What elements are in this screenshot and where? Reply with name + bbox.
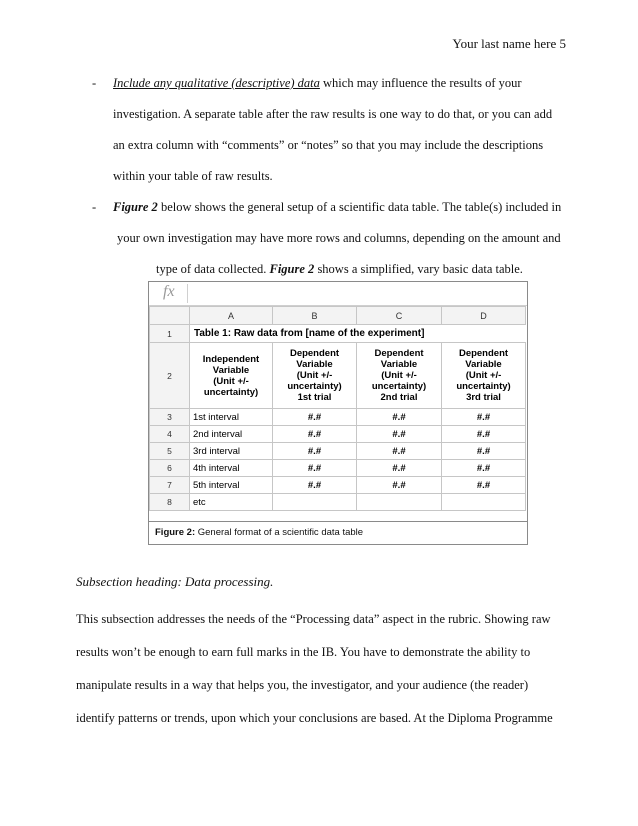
table-row [150,477,526,494]
data-cell: #.# [357,477,442,494]
paragraph-line-2: results won’t be enough to earn full marks in the IB. You have to demonstrate the ability to [76,645,531,659]
bullet-2-line-3-pre: type of data collected. [156,262,270,276]
table-row [150,443,526,460]
data-cell: #.# [273,443,357,460]
table-row [150,325,526,343]
data-cell: #.# [442,477,526,494]
bullet-1-line-4: within your table of raw results. [113,169,273,183]
paragraph-line-1: This subsection addresses the needs of the “Processing data” aspect in the rubric. Showing raw [76,612,551,626]
row-number: 2 [150,343,190,409]
row-number: 5 [150,443,190,460]
data-cell: #.# [442,460,526,477]
bullet-1-line-3: an extra column with “comments” or “notes” so that you may include the descriptions [113,138,544,152]
row-number: 4 [150,426,190,443]
data-cell: #.# [442,443,526,460]
bullet-marker: - [92,76,97,90]
figure-caption-text: General format of a scientific data table [195,527,364,538]
bullet-2-line-1 [113,200,561,215]
page-header: Your last name here 5 [452,36,566,51]
row-number: 3 [150,409,190,426]
bullet-1-line-2: investigation. A separate table after the raw results is one way to do that, or you can add [113,107,553,121]
empty-cell [442,325,526,343]
data-cell: #.# [273,426,357,443]
row-number: 7 [150,477,190,494]
column-header-b: B [273,307,357,325]
interval-label: 2nd interval [190,426,273,443]
formula-bar [149,282,527,306]
row-number: 8 [150,494,190,511]
row-number: 6 [150,460,190,477]
figure-2-reference: Figure 2 [113,200,158,214]
interval-label: 5th interval [190,477,273,494]
dependent-variable-trial-2-header: Dependent Variable (Unit +/- uncertainty) 2nd trial [357,343,442,409]
table-row [150,460,526,477]
figure-2-reference: Figure 2 [269,262,315,276]
data-cell: #.# [273,409,357,426]
data-cell: #.# [442,426,526,443]
table-header-row [150,343,526,409]
column-header-a: A [190,307,273,325]
column-header-d: D [442,307,526,325]
data-cell: #.# [357,460,442,477]
table-title: Table 1: Raw data from [name of the experiment] [190,325,442,343]
fx-icon: fx [163,283,175,300]
dependent-variable-trial-3-header: Dependent Variable (Unit +/- uncertainty) 3rd trial [442,343,526,409]
corner-cell [150,307,190,325]
data-cell [357,494,442,511]
figure-caption-label: Figure 2: [155,527,196,538]
bullet-1-line-1-rest: which may influence the results of your [319,76,522,90]
bullet-2-line-1-rest: below shows the general setup of a scientific data table. The table(s) included in [157,200,562,214]
figure-2-spreadsheet [148,281,528,545]
paragraph-line-3: manipulate results in a way that helps you, the investigator, and your audience (the reader) [76,678,529,692]
data-cell: #.# [273,460,357,477]
qualitative-data-emphasis: Include any qualitative (descriptive) data [113,76,320,90]
bullet-2-line-3-rest: shows a simplified, vary basic data table. [314,262,523,276]
interval-label: etc [190,494,273,511]
interval-label: 3rd interval [190,443,273,460]
figure-caption [149,521,527,543]
data-cell: #.# [357,443,442,460]
row-number: 1 [150,325,190,343]
raw-data-table [149,306,526,511]
data-cell: #.# [273,477,357,494]
interval-label: 1st interval [190,409,273,426]
data-cell: #.# [442,409,526,426]
table-row [150,494,526,511]
bullet-2-line-3 [156,262,523,277]
bullet-marker: - [92,200,97,214]
data-cell [273,494,357,511]
bullet-1-line-1 [113,76,522,91]
interval-label: 4th interval [190,460,273,477]
column-header-row [150,307,526,325]
data-cell [442,494,526,511]
column-header-c: C [357,307,442,325]
formula-bar-divider [187,284,188,303]
table-row [150,426,526,443]
bullet-2-line-2: your own investigation may have more rows and columns, depending on the amount and [117,231,561,245]
table-row [150,409,526,426]
data-cell: #.# [357,409,442,426]
independent-variable-header: Independent Variable (Unit +/- uncertainty) [190,343,273,409]
subsection-heading: Subsection heading: Data processing. [76,574,274,589]
dependent-variable-trial-1-header: Dependent Variable (Unit +/- uncertainty) 1st trial [273,343,357,409]
data-cell: #.# [357,426,442,443]
paragraph-line-4: identify patterns or trends, upon which your conclusions are based. At the Diploma Programme [76,711,553,725]
